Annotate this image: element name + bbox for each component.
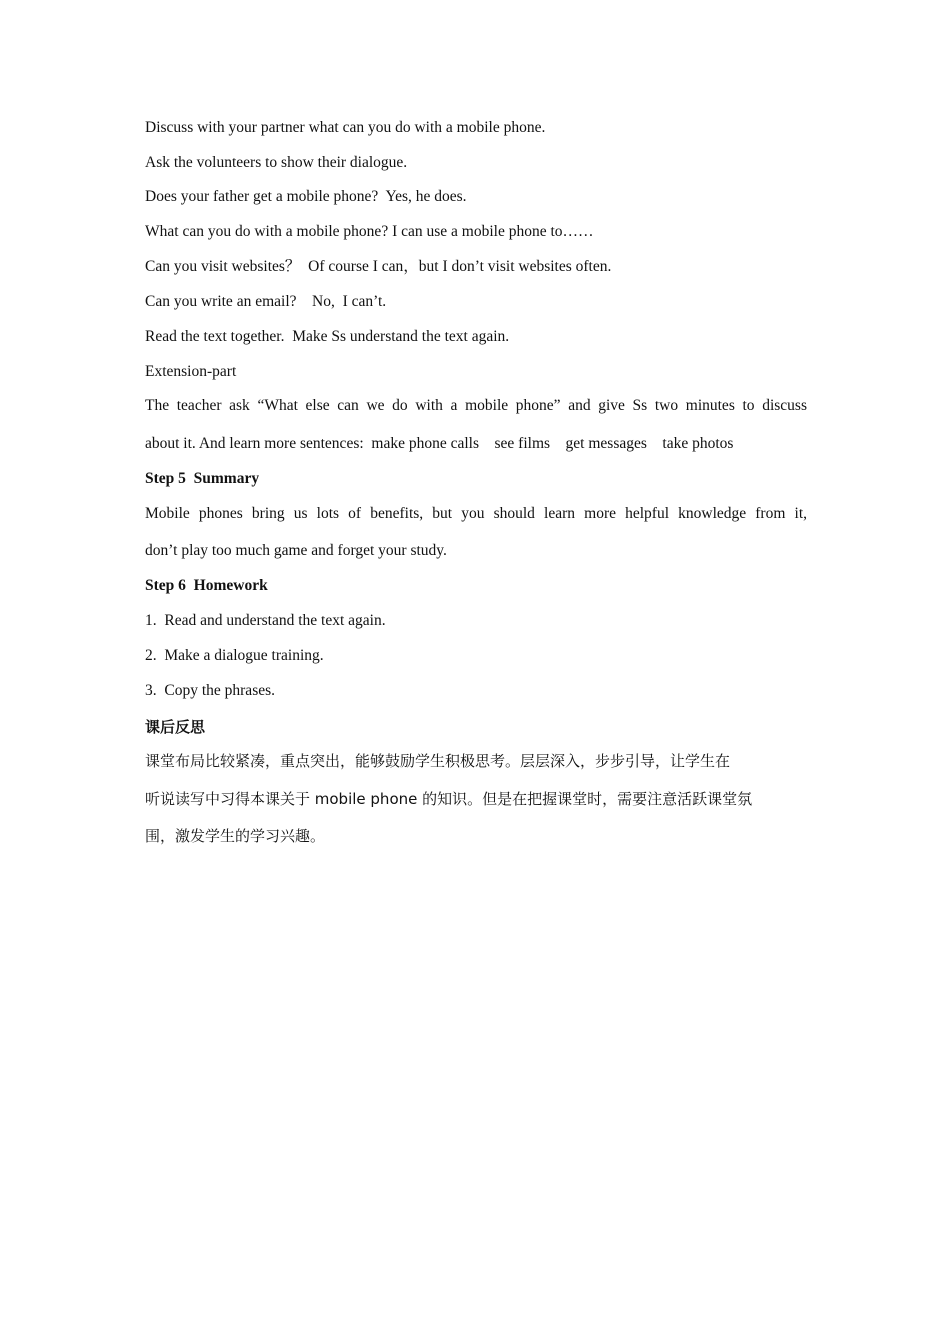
homework-item: 2. Make a dialogue training.: [145, 647, 324, 664]
text-line: Does your father get a mobile phone? Yes, he does.: [145, 188, 467, 205]
text-line: about it. And learn more sentences: make phone calls see films get messages take photos: [145, 435, 734, 452]
reflection-text-line: 课堂布局比较紧凑，重点突出，能够鼓励学生积极思考。层层深入，步步引导，让学生在: [145, 752, 731, 770]
text-line: The teacher ask “What else can we do with a mobile phone” and give Ss two minutes to discuss: [145, 397, 807, 414]
text-line: Can you visit websites？ Of course I can，but I don’t visit websites often.: [145, 258, 612, 275]
homework-item: 3. Copy the phrases.: [145, 682, 276, 699]
text-line: What can you do with a mobile phone? I can use a mobile phone to……: [145, 223, 594, 240]
homework-item: 1. Read and understand the text again.: [145, 612, 386, 629]
text-line: Read the text together. Make Ss understand the text again.: [145, 328, 510, 345]
text-line: Can you write an email? No, I can’t.: [145, 293, 387, 310]
reflection-text-line: 围，激发学生的学习兴趣。: [145, 827, 326, 845]
reflection-text-line: 听说读写中习得本课关于 mobile phone 的知识。但是在把握课堂时，需要注意活跃课堂氛: [145, 790, 753, 808]
step5-heading: Step 5 Summary: [145, 470, 260, 487]
text-line: Ask the volunteers to show their dialogue.: [145, 154, 408, 171]
step5-text-line: Mobile phones bring us lots of benefits, but you should learn more helpful knowledge from it,: [145, 505, 807, 522]
reflection-heading: 课后反思: [145, 718, 206, 736]
step6-heading: Step 6 Homework: [145, 577, 268, 594]
text-line: Discuss with your partner what can you do with a mobile phone.: [145, 119, 546, 136]
section-label: Extension-part: [145, 363, 237, 380]
step5-text-line: don’t play too much game and forget your study.: [145, 542, 447, 559]
